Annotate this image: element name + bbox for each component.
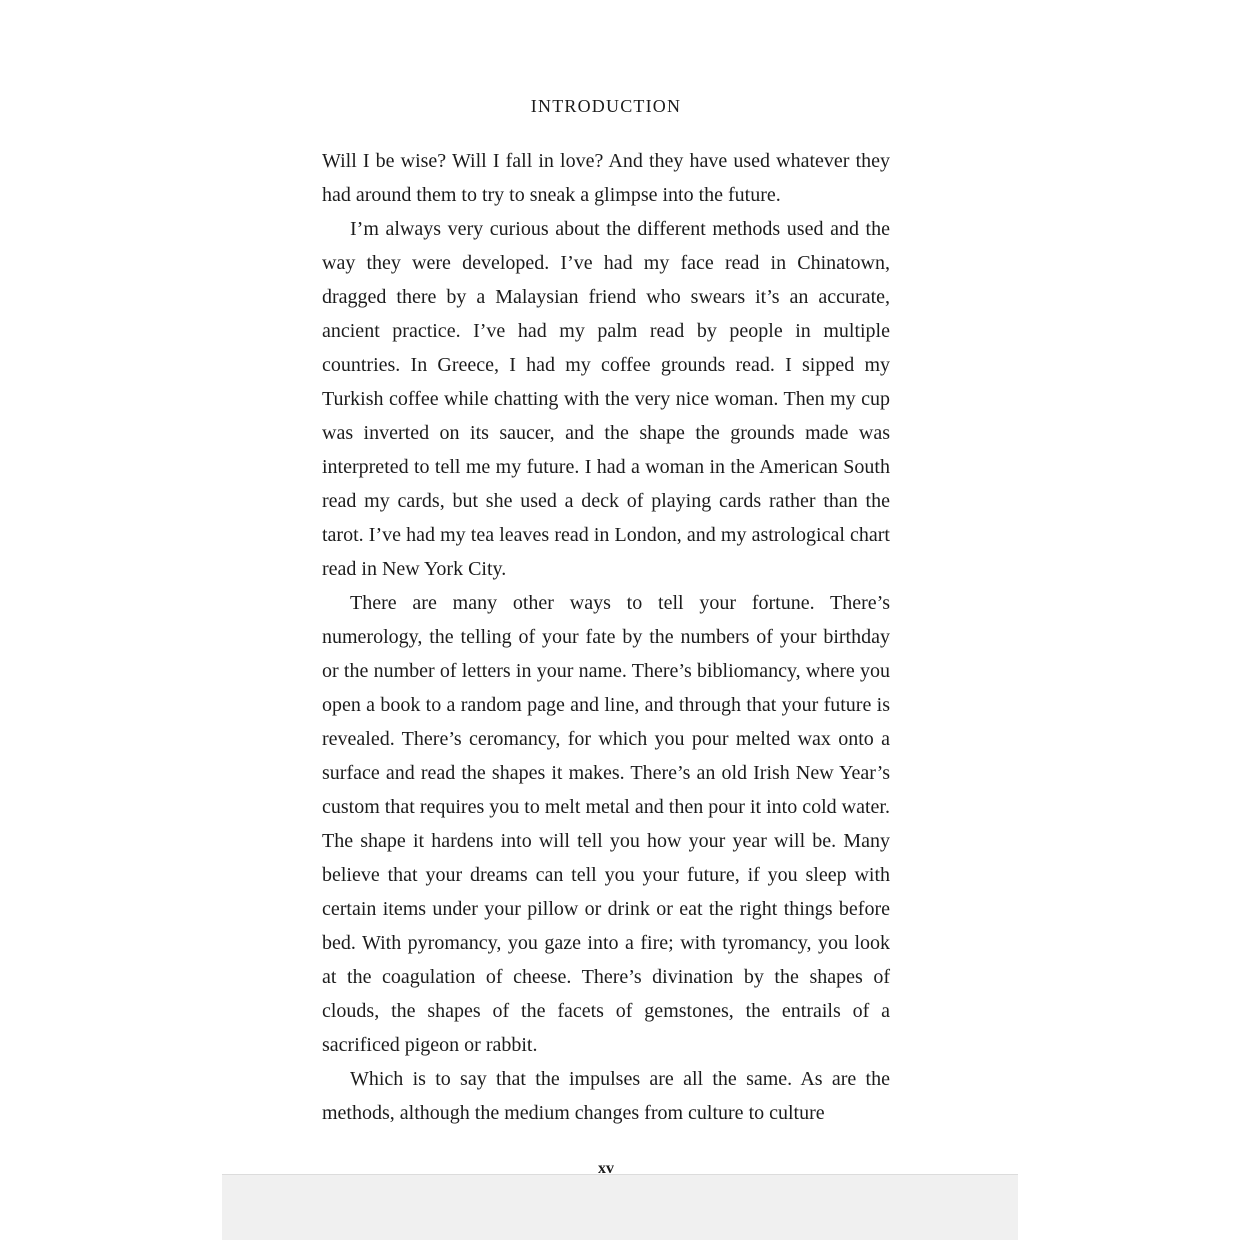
paragraph-1: Will I be wise? Will I fall in love? And they have used whatever they had around them to try to sneak a glimpse into the future. (322, 150, 890, 206)
paragraph-3: There are many other ways to tell your fortune. There’s numerology, the telling of your fate by the numbers of your birthday or the number of letters in your name. There’s bibliomancy, where you open a book to a random page and line, and through that your future is revealed. There’s ceromancy, for which you pour melted wax onto a surface and read the shapes it makes. There’s an old Irish New Year’s custom that requires you to melt metal and then pour it into cold water. The shape it hardens into will tell you how your year will be. Many believe that your dreams can tell you your future, if you sleep with certain items under your pillow or drink or eat the right things before bed. With pyromancy, you gaze into a fire; with tyromancy, you look at the coagulation of cheese. There’s divination by the shapes of clouds, the shapes of the facets of gemstones, the entrails of a sacrificed pigeon or rabbit. (322, 592, 890, 1056)
running-head: INTRODUCTION (530, 96, 682, 116)
body-text (322, 144, 890, 1130)
paragraph-2: I’m always very curious about the different methods used and the way they were developed. I’ve had my face read in Chinatown, dragged there by a Malaysian friend who swears it’s an accurate, ancient practice. I’ve had my palm read by people in multiple countries. In Greece, I had my coffee grounds read. I sipped my Turkish coffee while chatting with the very nice woman. Then my cup was inverted on its saucer, and the shape the grounds made was interpreted to tell me my future. I had a woman in the American South read my cards, but she used a deck of playing cards rather than the tarot. I’ve had my tea leaves read in London, and my astrological chart read in New York City. (322, 218, 890, 580)
page-number: xv (598, 1160, 614, 1175)
viewer-bottom-bar (222, 1174, 1018, 1240)
paragraph-4: Which is to say that the impulses are all the same. As are the methods, although the medium changes from culture to culture (322, 1068, 890, 1124)
